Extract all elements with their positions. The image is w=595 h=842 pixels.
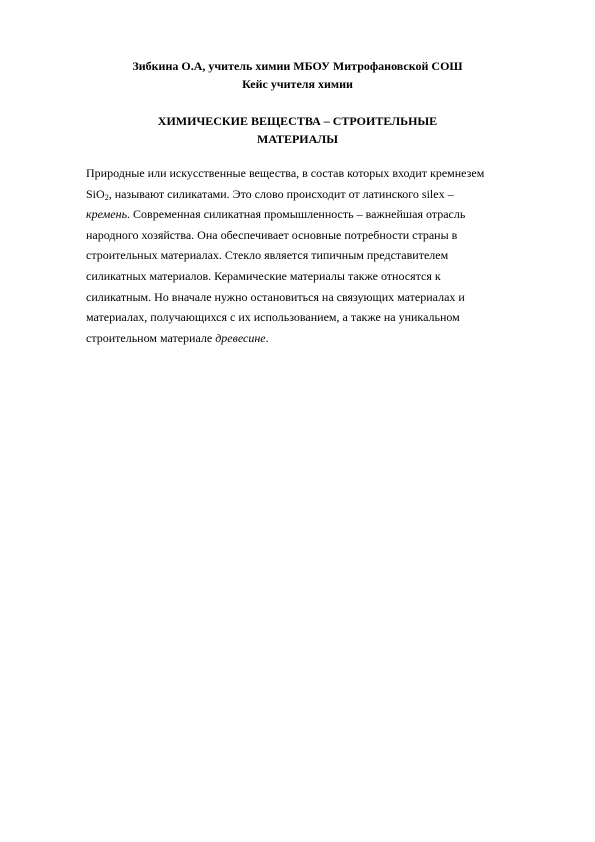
formula-sio: SiO <box>86 186 105 201</box>
italic-term-drevesina: древесине <box>215 330 266 345</box>
author-line: Зибкина О.А, учитель химии МБОУ Митрофановской СОШ <box>132 59 463 73</box>
formula-subscript: 2 <box>104 192 109 202</box>
body-line-7: силикатным. Но вначале нужно остановиться на связующих материалах и <box>86 289 465 304</box>
title-line-2: МАТЕРИАЛЫ <box>257 132 338 146</box>
title-line-1: ХИМИЧЕСКИЕ ВЕЩЕСТВА – СТРОИТЕЛЬНЫЕ <box>157 114 438 128</box>
body-line-9-text: строительном материале <box>86 330 216 345</box>
body-line-2 <box>86 184 526 205</box>
body-line-3 <box>86 204 526 225</box>
body-line-6: силикатных материалов. Керамические материалы также относятся к <box>86 268 441 283</box>
body-line-8: материалах, получающихся с их использованием, а также на уникальном <box>86 310 460 325</box>
body-line-5: строительных материалах. Стекло является типичным представителем <box>86 248 449 263</box>
body-line-4: народного хозяйства. Она обеспечивает основные потребности страны в <box>86 227 458 242</box>
body-line-1: Природные или искусственные вещества, в состав которых входит кремнезем <box>86 166 485 180</box>
body-line-9-period: . <box>265 330 269 345</box>
document-title <box>0 112 595 148</box>
italic-term-kremen: кремень <box>86 207 128 222</box>
case-line: Кейс учителя химии <box>242 77 353 91</box>
body-line-9 <box>86 328 526 349</box>
body-line-3-text: . Современная силикатная промышленность – важнейшая отрасль <box>127 207 466 222</box>
body-line-2-text: , называют силикатами. Это слово происходит от латинского silex – <box>108 186 454 201</box>
body-paragraph <box>86 163 526 348</box>
document-header <box>0 57 595 93</box>
